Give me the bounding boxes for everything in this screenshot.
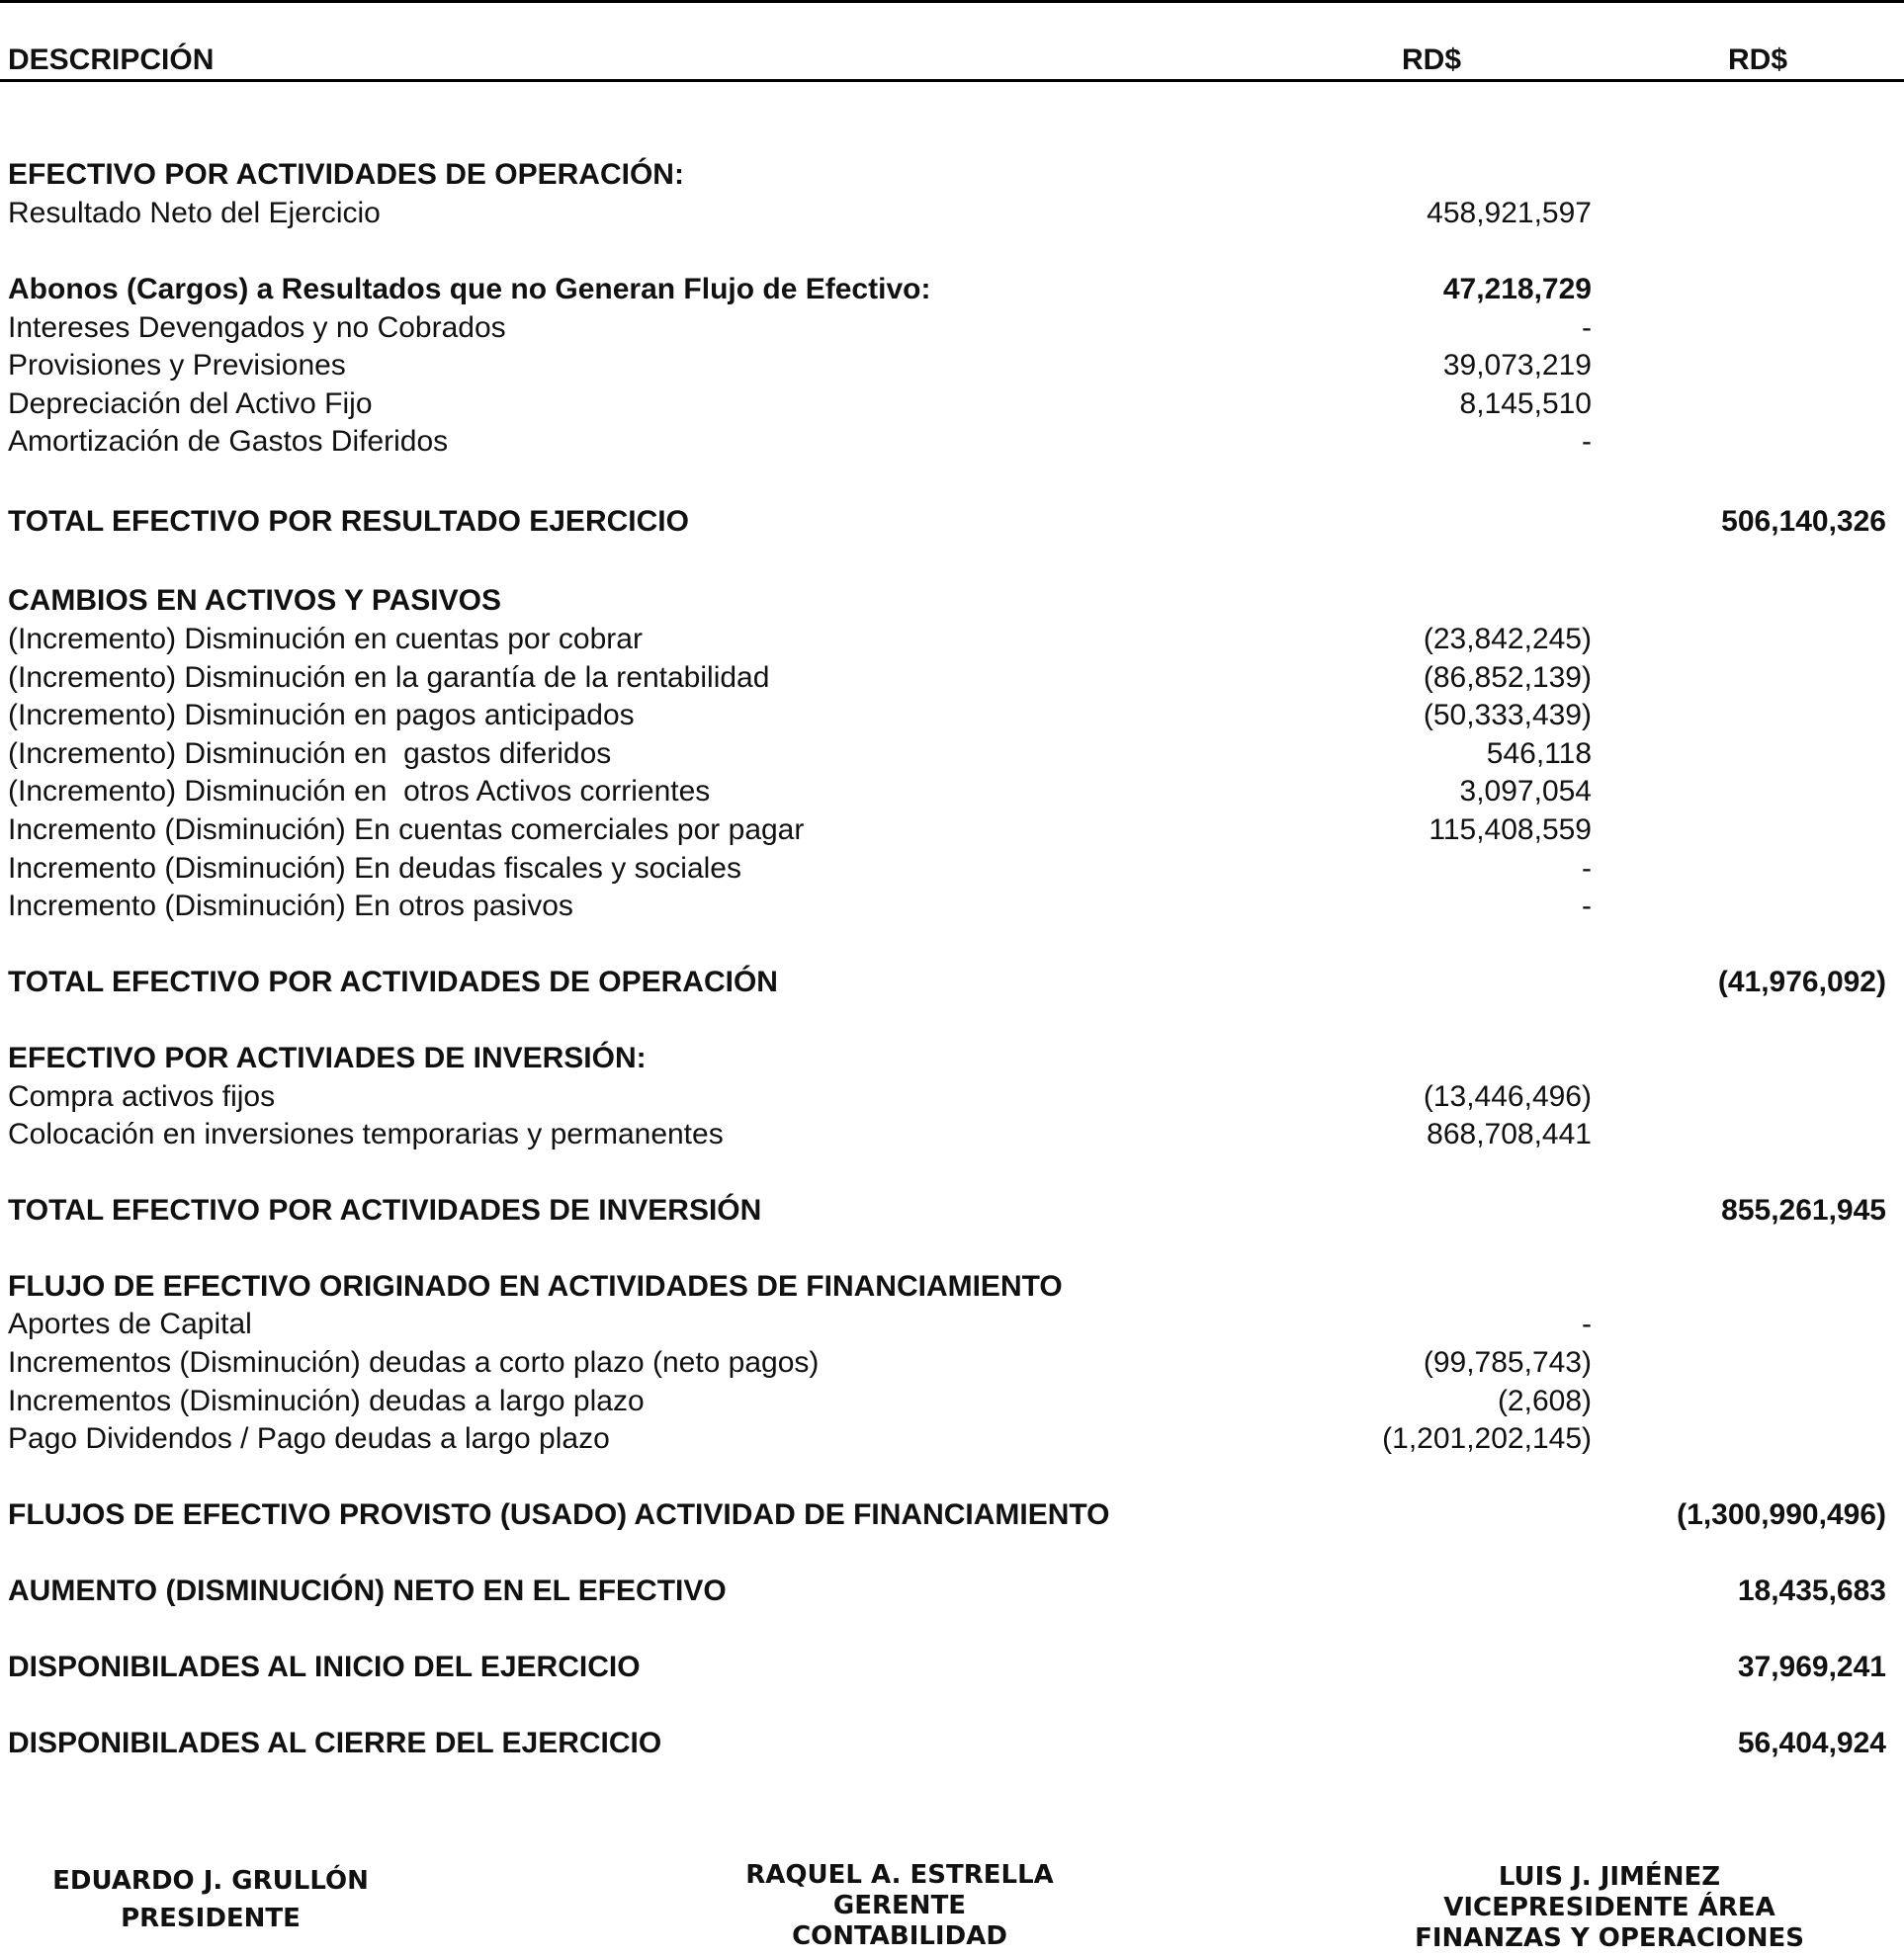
row-value-detail: 47,218,729 [1442, 273, 1592, 305]
table-row [0, 1383, 1904, 1420]
row-value-total: 37,969,241 [1737, 1651, 1886, 1683]
row-label: AUMENTO (DISMINUCIÓN) NETO EN EL EFECTIVO [8, 1574, 727, 1607]
table-row [0, 1496, 1904, 1534]
vicepresident-title-1: VICEPRESIDENTE ÁREA [1443, 1893, 1775, 1922]
row-value-detail: - [1582, 425, 1592, 458]
row-value-detail: 8,145,510 [1459, 387, 1592, 420]
table-row [0, 271, 1904, 308]
row-label: Incremento (Disminución) En otros pasivos [8, 890, 573, 922]
row-value-detail: 458,921,597 [1427, 197, 1592, 229]
table-row [0, 659, 1904, 697]
header-col1: RD$ [1402, 43, 1462, 76]
signature-president [47, 1866, 374, 1934]
table-row [0, 347, 1904, 384]
row-label: (Incremento) Disminución en cuentas por cobrar [8, 623, 643, 655]
table-row [0, 1192, 1904, 1230]
row-label: (Incremento) Disminución en pagos anticipados [8, 699, 635, 731]
table-row [0, 697, 1904, 734]
row-label: Intereses Devengados y no Cobrados [8, 311, 506, 344]
row-label: Colocación en inversiones temporarias y permanentes [8, 1118, 724, 1150]
row-value-detail: - [1582, 890, 1592, 922]
row-label: Pago Dividendos / Pago deudas a largo plazo [8, 1422, 610, 1455]
row-value-total: 506,140,326 [1721, 505, 1886, 538]
table-row [0, 1573, 1904, 1610]
row-value-detail: (2,608) [1497, 1385, 1592, 1417]
table-row [0, 582, 1904, 620]
row-value-detail: - [1582, 852, 1592, 885]
signature-manager [732, 1860, 1068, 1952]
table-row [0, 195, 1904, 232]
row-value-total: (1,300,990,496) [1677, 1498, 1886, 1531]
table-row [0, 1040, 1904, 1077]
row-label: Aportes de Capital [8, 1308, 252, 1340]
row-label: (Incremento) Disminución en la garantía de la rentabilidad [8, 661, 770, 694]
table-row [0, 503, 1904, 541]
table-row [0, 1116, 1904, 1153]
table-row [0, 621, 1904, 658]
table-row [0, 964, 1904, 1001]
header-col2: RD$ [1728, 43, 1788, 76]
row-value-total: (41,976,092) [1717, 966, 1886, 998]
table-row [0, 888, 1904, 925]
header-description: DESCRIPCIÓN [8, 43, 215, 76]
row-value-detail: 868,708,441 [1427, 1118, 1592, 1150]
table-row [0, 1725, 1904, 1762]
vicepresident-title-2: FINANZAS Y OPERACIONES [1415, 1923, 1804, 1953]
president-name: EDUARDO J. GRULLÓN [52, 1866, 369, 1896]
row-label: DISPONIBILADES AL INICIO DEL EJERCICIO [8, 1651, 641, 1683]
table-row [0, 773, 1904, 810]
president-title: PRESIDENTE [121, 1904, 301, 1933]
row-label: EFECTIVO POR ACTIVIDADES DE OPERACIÓN: [8, 158, 684, 191]
row-label: TOTAL EFECTIVO POR ACTIVIDADES DE INVERSIÓN [8, 1194, 762, 1227]
table-row [0, 1078, 1904, 1116]
table-row [0, 1268, 1904, 1306]
row-value-detail: 115,408,559 [1428, 813, 1592, 846]
manager-name: RAQUEL A. ESTRELLA [745, 1860, 1054, 1890]
table-row [0, 309, 1904, 347]
table-row [0, 156, 1904, 194]
row-label: FLUJO DE EFECTIVO ORIGINADO EN ACTIVIDADES DE FINANCIAMIENTO [8, 1270, 1063, 1303]
row-value-detail: 39,073,219 [1442, 349, 1592, 382]
row-label: DISPONIBILADES AL CIERRE DEL EJERCICIO [8, 1727, 662, 1759]
table-row [0, 1649, 1904, 1686]
table-row [0, 423, 1904, 461]
row-value-detail: (13,446,496) [1423, 1080, 1592, 1113]
manager-title-1: GERENTE [832, 1891, 967, 1920]
table-row [0, 1306, 1904, 1343]
row-value-detail: (86,852,139) [1423, 661, 1592, 694]
row-label: Abonos (Cargos) a Resultados que no Generan Flujo de Efectivo: [8, 273, 931, 305]
table-row [0, 1420, 1904, 1458]
row-label: EFECTIVO POR ACTIVIADES DE INVERSIÓN: [8, 1042, 647, 1074]
row-label: Compra activos fijos [8, 1080, 276, 1113]
row-label: Incremento (Disminución) En cuentas comerciales por pagar [8, 813, 805, 846]
row-value-detail: 3,097,054 [1459, 775, 1592, 808]
row-value-detail: - [1582, 1308, 1592, 1340]
row-value-detail: (23,842,245) [1423, 623, 1592, 655]
signature-vicepresident [1402, 1862, 1817, 1954]
table-row [0, 1344, 1904, 1382]
row-value-detail: 546,118 [1486, 737, 1592, 770]
row-value-detail: (99,785,743) [1423, 1346, 1592, 1379]
row-label: FLUJOS DE EFECTIVO PROVISTO (USADO) ACTIVIDAD DE FINANCIAMIENTO [8, 1498, 1110, 1531]
table-row [0, 735, 1904, 773]
row-value-detail: (1,201,202,145) [1382, 1422, 1592, 1455]
table-row [0, 850, 1904, 888]
row-label: TOTAL EFECTIVO POR ACTIVIDADES DE OPERACIÓN [8, 966, 778, 998]
table-row [0, 811, 1904, 849]
row-value-total: 56,404,924 [1737, 1727, 1886, 1759]
row-value-detail: - [1582, 311, 1592, 344]
row-label: Provisiones y Previsiones [8, 349, 346, 382]
row-label: CAMBIOS EN ACTIVOS Y PASIVOS [8, 584, 501, 617]
row-label: Depreciación del Activo Fijo [8, 387, 373, 420]
row-label: Resultado Neto del Ejercicio [8, 197, 381, 229]
row-label: (Incremento) Disminución en gastos diferidos [8, 737, 612, 770]
row-value-total: 18,435,683 [1737, 1574, 1886, 1607]
row-label: Incremento (Disminución) En deudas fiscales y sociales [8, 852, 741, 885]
manager-title-2: CONTABILIDAD [792, 1921, 1007, 1951]
table-row [0, 385, 1904, 423]
row-label: Incrementos (Disminución) deudas a corto plazo (neto pagos) [8, 1346, 820, 1379]
row-value-total: 855,261,945 [1721, 1194, 1886, 1227]
row-label: TOTAL EFECTIVO POR RESULTADO EJERCICIO [8, 505, 689, 538]
vicepresident-name: LUIS J. JIMÉNEZ [1498, 1862, 1721, 1892]
row-value-detail: (50,333,439) [1423, 699, 1592, 731]
row-label: (Incremento) Disminución en otros Activos corrientes [8, 775, 711, 808]
row-label: Incrementos (Disminución) deudas a largo plazo [8, 1385, 645, 1417]
row-label: Amortización de Gastos Diferidos [8, 425, 449, 458]
